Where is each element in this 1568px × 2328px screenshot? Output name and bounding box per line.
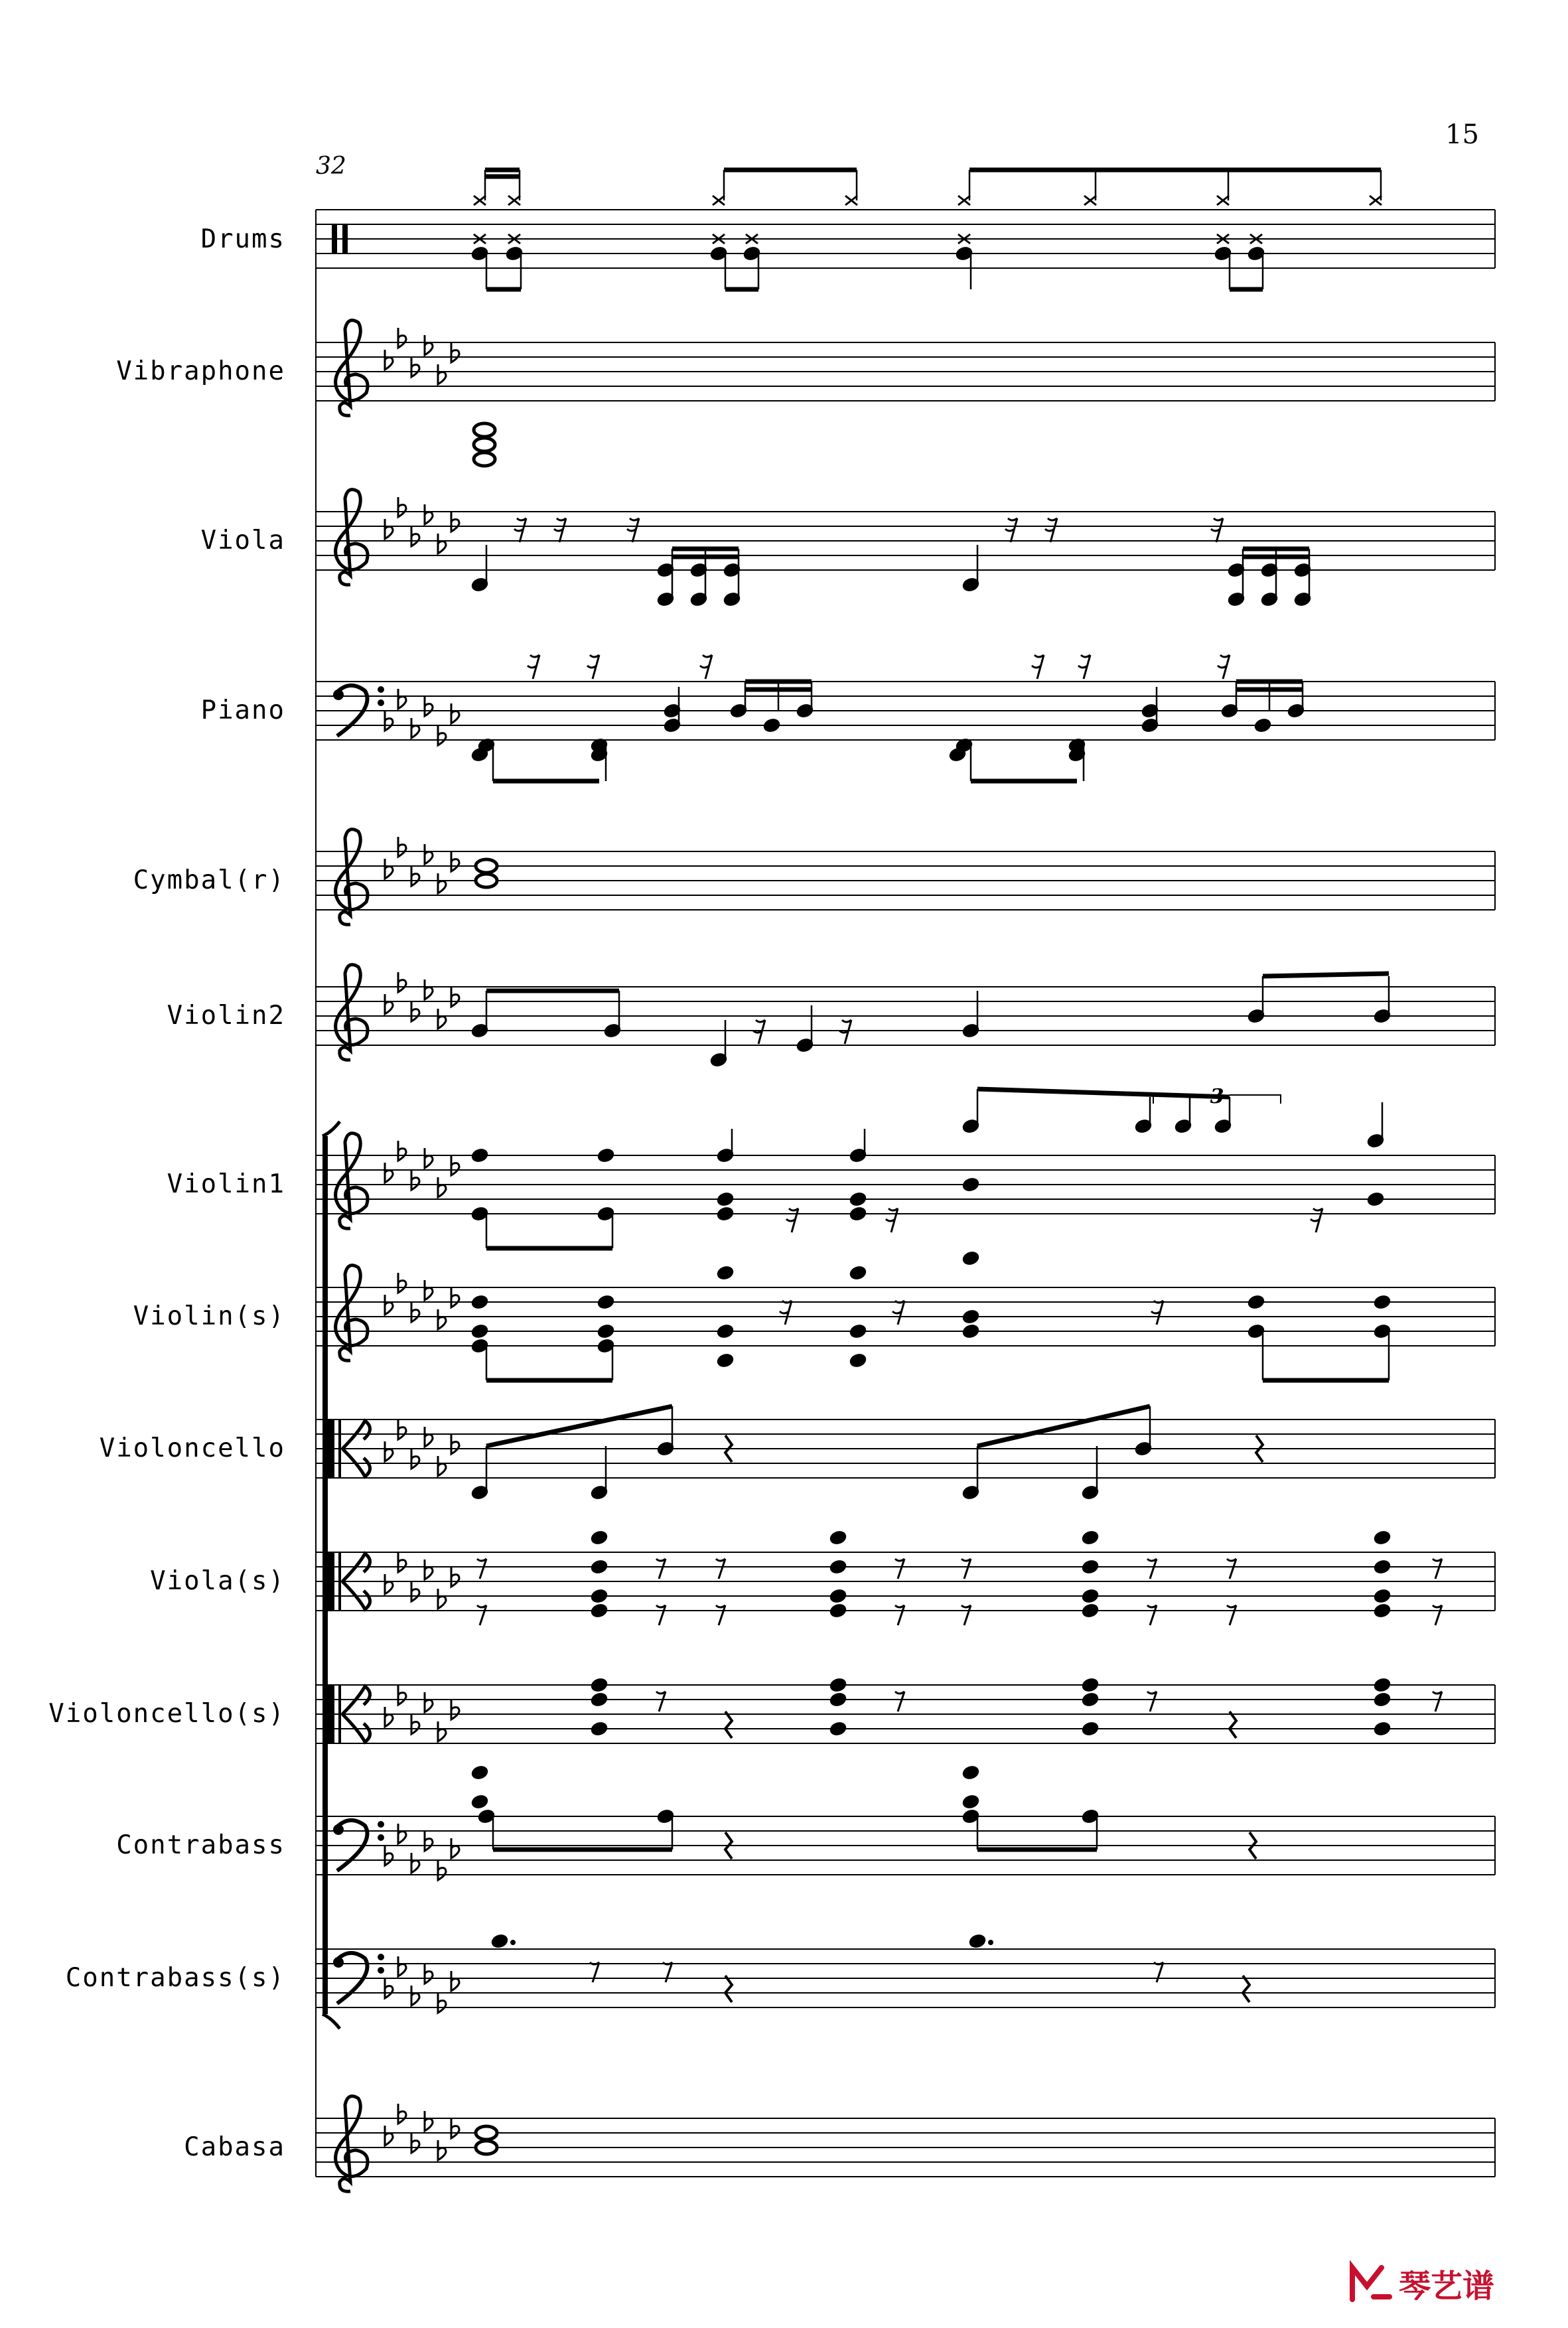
note-head: [763, 718, 780, 733]
rest-icon: [786, 1208, 798, 1232]
rest-icon: [1151, 1301, 1163, 1325]
flat-icon: [398, 1273, 406, 1293]
instrument-label-contrabass: Contrabass: [116, 1830, 285, 1860]
rest-icon: [1154, 1962, 1163, 1982]
note-head: [471, 1324, 488, 1339]
note-head: [1082, 1530, 1099, 1546]
flat-icon: [438, 1456, 446, 1476]
note-head: [591, 1589, 608, 1604]
flat-icon: [451, 987, 459, 1007]
note-head: [1082, 1560, 1099, 1575]
flat-icon: [438, 364, 446, 384]
cymbal-note-icon: [845, 196, 857, 205]
flat-icon: [425, 1831, 433, 1851]
rest-icon: [1311, 1208, 1322, 1232]
flat-icon: [451, 1971, 459, 1991]
note-head: [1082, 1589, 1099, 1604]
instrument-label-violins: Violin(s): [133, 1301, 285, 1331]
flat-icon: [398, 1824, 406, 1844]
flat-icon: [411, 1302, 419, 1322]
rest-icon: [514, 518, 526, 542]
notes: [471, 170, 1442, 2154]
note-head: [849, 1206, 867, 1222]
note-head: [829, 1530, 847, 1546]
rest-icon: [886, 1208, 898, 1232]
flat-icon: [411, 1581, 419, 1601]
watermark: [1347, 2260, 1494, 2306]
flat-icon: [438, 534, 446, 553]
note-head: [1374, 1692, 1391, 1708]
note-head: [597, 1324, 614, 1339]
note-head: [1374, 1603, 1391, 1619]
flat-icon: [451, 512, 459, 532]
whole-note: [474, 423, 495, 437]
rest-icon: [725, 1711, 732, 1738]
rest-icon: [1005, 518, 1017, 542]
flat-icon: [411, 357, 419, 377]
note-head: [471, 1765, 488, 1781]
flat-icon: [385, 350, 393, 370]
whole-note: [476, 2141, 497, 2154]
flat-icon: [398, 1956, 406, 1976]
note-head: [717, 1324, 734, 1339]
instrument-label-contrabasss: Contrabass(s): [65, 1963, 285, 1993]
rest-icon: [656, 1692, 666, 1711]
rest-icon: [1218, 655, 1230, 679]
flat-icon: [438, 1860, 446, 1880]
note-head: [962, 1309, 979, 1325]
flat-icon: [425, 1427, 433, 1447]
note-head: [1082, 1678, 1099, 1693]
flat-icon: [385, 1978, 393, 1998]
rest-icon: [477, 1559, 486, 1579]
rest-icon: [554, 518, 566, 542]
note-head: [591, 1721, 608, 1737]
instrument-label-violin1: Violin1: [167, 1169, 285, 1199]
note-head: [962, 1794, 979, 1810]
flat-icon: [425, 1560, 433, 1579]
rest-icon: [753, 1020, 765, 1044]
flat-icon: [385, 859, 393, 879]
bracket-top-hook: [322, 1122, 340, 1136]
rest-icon: [1230, 1711, 1236, 1738]
note-head: [962, 1177, 979, 1193]
flat-icon: [438, 1993, 446, 2013]
flat-icon: [398, 497, 406, 517]
flat-icon: [411, 1853, 419, 1873]
flat-icon: [398, 972, 406, 992]
flat-icon: [398, 837, 406, 857]
flat-icon: [451, 2118, 459, 2138]
rest-icon: [895, 1559, 904, 1579]
drums-staff: [316, 210, 1495, 268]
note-head: [1374, 1721, 1391, 1737]
note-head: [1374, 1295, 1391, 1310]
rest-icon: [1433, 1605, 1442, 1625]
note-head: [1082, 1692, 1099, 1708]
flat-icon: [411, 2133, 419, 2153]
flat-icon: [425, 1692, 433, 1712]
note-head: [962, 1765, 979, 1781]
cymbal-note-icon: [1370, 196, 1382, 205]
bracket-bottom-hook: [322, 2014, 340, 2029]
rest-icon: [627, 518, 639, 542]
flat-icon: [411, 1449, 419, 1469]
flat-icon: [398, 689, 406, 709]
rest-icon: [716, 1605, 725, 1625]
flat-icon: [425, 696, 433, 716]
flat-icon: [425, 1964, 433, 1984]
flat-icon: [385, 994, 393, 1014]
note-head: [849, 1324, 867, 1339]
note-head: [491, 1934, 508, 1949]
instrument-label-violoncellos: Violoncello(s): [48, 1699, 285, 1729]
rest-icon: [1147, 1692, 1157, 1711]
flat-icon: [451, 342, 459, 362]
rest-icon: [962, 1605, 971, 1625]
note-head: [591, 1603, 608, 1619]
rest-icon: [700, 655, 712, 679]
rest-icon: [895, 1605, 904, 1625]
flat-icon: [385, 1574, 393, 1594]
flat-icon: [398, 1685, 406, 1705]
note-head: [597, 1148, 614, 1163]
flat-icon: [438, 2140, 446, 2160]
flat-icon: [425, 335, 433, 355]
cymbal-note-icon: [958, 196, 970, 205]
instrument-label-violoncello: Violoncello: [99, 1433, 285, 1463]
alto-clef-icon: [328, 1685, 334, 1743]
rest-icon: [590, 1962, 599, 1982]
note-head: [1374, 1678, 1391, 1693]
flat-icon: [451, 703, 459, 723]
alto-clef-icon: [328, 1552, 334, 1611]
rest-icon: [656, 1605, 666, 1625]
flat-icon: [411, 1986, 419, 2005]
rest-icon: [1227, 1559, 1236, 1579]
vibraphone-staff: [316, 321, 1495, 416]
violin1-staff: [316, 1133, 1495, 1229]
instrument-label-violas: Viola(s): [150, 1566, 285, 1596]
flat-icon: [451, 1434, 459, 1454]
flat-icon: [438, 873, 446, 893]
flat-icon: [385, 2126, 393, 2146]
rest-icon: [1243, 1976, 1249, 2002]
instrument-label-drums: Drums: [200, 224, 285, 254]
rest-icon: [1078, 655, 1090, 679]
flat-icon: [451, 851, 459, 871]
note-head: [591, 1530, 608, 1546]
flat-icon: [438, 1589, 446, 1609]
note-head: [849, 1266, 867, 1281]
note-head: [849, 1353, 867, 1368]
whole-note: [476, 859, 497, 873]
note-head: [1247, 1295, 1265, 1310]
alto-clef-icon: [328, 1419, 334, 1478]
rest-icon: [839, 1020, 851, 1044]
flat-icon: [425, 980, 433, 999]
rest-icon: [895, 1692, 904, 1711]
note-head: [829, 1560, 847, 1575]
note-head: [717, 1192, 734, 1207]
whole-note: [476, 874, 497, 887]
note-head: [829, 1678, 847, 1693]
cymbal-note-icon: [508, 196, 520, 205]
flat-icon: [425, 1280, 433, 1300]
tuplet-number: 3: [1210, 1085, 1224, 1108]
note-head: [1254, 718, 1271, 733]
flat-icon: [425, 2111, 433, 2131]
flat-icon: [385, 1846, 393, 1865]
flat-icon: [398, 1419, 406, 1439]
violas-staff: [316, 1552, 1495, 1611]
instrument-label-piano: Piano: [200, 695, 285, 725]
note-head: [717, 1266, 734, 1281]
rest-icon: [1045, 518, 1057, 542]
note-head: [1374, 1530, 1391, 1546]
note-head: [1082, 1603, 1099, 1619]
instrument-label-cabasa: Cabasa: [184, 2132, 285, 2162]
cymbal-note-icon: [713, 196, 725, 205]
note-head: [829, 1721, 847, 1737]
flat-icon: [438, 1009, 446, 1029]
rest-icon: [656, 1559, 666, 1579]
rest-icon: [1433, 1692, 1442, 1711]
rest-icon: [1147, 1559, 1157, 1579]
flat-icon: [438, 725, 446, 745]
flat-icon: [398, 328, 406, 348]
rest-icon: [1032, 655, 1044, 679]
note-head: [829, 1603, 847, 1619]
flat-icon: [425, 1148, 433, 1168]
note-head: [717, 1353, 734, 1368]
violoncellos-staff: [316, 1685, 1495, 1743]
whole-note: [476, 2126, 497, 2140]
flat-icon: [451, 1567, 459, 1587]
cymbal-note-icon: [1084, 196, 1096, 205]
flat-icon: [411, 1170, 419, 1190]
note-head: [1367, 1192, 1384, 1207]
flat-icon: [398, 1552, 406, 1572]
flat-icon: [451, 1287, 459, 1307]
violoncello-staff: [316, 1419, 1495, 1478]
watermark-text: 琴艺谱: [1399, 2267, 1495, 2305]
flat-icon: [438, 1721, 446, 1741]
whole-note: [474, 438, 495, 451]
flat-icon: [411, 1714, 419, 1734]
viola-staff: [316, 490, 1495, 585]
rest-icon: [477, 1605, 486, 1625]
rest-icon: [780, 1301, 792, 1325]
violins-staff: [316, 1266, 1495, 1361]
note-head: [591, 1692, 608, 1708]
flat-icon: [438, 1309, 446, 1329]
note-head: [597, 1295, 614, 1310]
instrument-label-violin2: Violin2: [167, 1001, 285, 1031]
staves: [316, 210, 1495, 2191]
rest-icon: [1227, 1605, 1236, 1625]
rest-icon: [587, 655, 599, 679]
flat-icon: [385, 519, 393, 539]
note-head: [1082, 1721, 1099, 1737]
rest-icon: [962, 1559, 971, 1579]
whole-note: [474, 453, 495, 466]
flat-icon: [398, 1141, 406, 1161]
flat-icon: [451, 1155, 459, 1175]
instrument-label-cymbal: Cymbal(r): [133, 865, 285, 895]
cymbal-note-icon: [1217, 196, 1229, 205]
rest-icon: [528, 655, 539, 679]
instrument-label-viola: Viola: [200, 526, 285, 555]
flat-icon: [385, 711, 393, 731]
flat-icon: [451, 1700, 459, 1719]
flat-icon: [425, 844, 433, 864]
flat-icon: [411, 718, 419, 738]
note-head: [969, 1934, 986, 1949]
note-head: [1374, 1560, 1391, 1575]
rest-icon: [1211, 518, 1223, 542]
note-head: [962, 1324, 979, 1339]
note-head: [471, 1295, 488, 1310]
flat-icon: [411, 866, 419, 886]
rest-icon: [716, 1559, 725, 1579]
cymbal-note-icon: [474, 196, 486, 205]
flat-icon: [411, 526, 419, 546]
flat-icon: [411, 1001, 419, 1021]
flat-icon: [385, 1707, 393, 1727]
rest-icon: [1433, 1559, 1442, 1579]
note-head: [471, 1148, 488, 1163]
measure-number: 32: [316, 153, 346, 180]
flat-icon: [398, 2104, 406, 2124]
rest-icon: [1147, 1605, 1157, 1625]
piano-staff: [316, 682, 1495, 745]
flat-icon: [425, 504, 433, 524]
rest-icon: [725, 1976, 732, 2002]
flat-icon: [385, 1163, 393, 1183]
contrabasss-staff: [316, 1949, 1495, 2013]
flat-icon: [385, 1295, 393, 1315]
rest-icon: [892, 1301, 904, 1325]
watermark-logo-icon: [1347, 2260, 1393, 2306]
instrument-label-vibraphone: Vibraphone: [116, 356, 285, 386]
flat-icon: [451, 1838, 459, 1858]
note-head: [471, 1794, 488, 1810]
page-number: 15: [1445, 119, 1479, 150]
note-head: [591, 1560, 608, 1575]
flat-icon: [438, 1177, 446, 1197]
rest-icon: [663, 1962, 672, 1982]
note-head: [1374, 1589, 1391, 1604]
note-head: [591, 1678, 608, 1693]
flat-icon: [385, 1441, 393, 1461]
note-head: [829, 1589, 847, 1604]
note-head: [962, 1251, 979, 1266]
violin2-staff: [316, 965, 1495, 1060]
note-head: [849, 1192, 867, 1207]
percussion-clef-icon: [332, 224, 337, 254]
note-head: [717, 1206, 734, 1222]
note-head: [829, 1692, 847, 1708]
